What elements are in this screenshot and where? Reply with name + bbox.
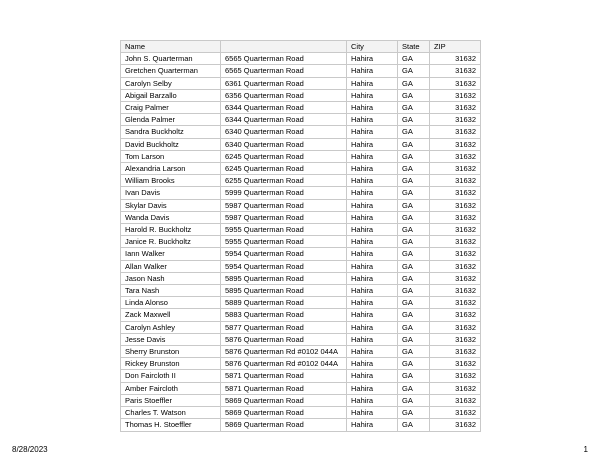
- cell-state: GA: [398, 102, 430, 114]
- cell-name: Carolyn Ashley: [121, 321, 221, 333]
- cell-address: 5877 Quarterman Road: [221, 321, 347, 333]
- cell-address: 5869 Quarterman Road: [221, 419, 347, 431]
- cell-zip: 31632: [430, 138, 481, 150]
- cell-state: GA: [398, 248, 430, 260]
- cell-zip: 31632: [430, 199, 481, 211]
- cell-state: GA: [398, 285, 430, 297]
- cell-state: GA: [398, 199, 430, 211]
- cell-city: Hahira: [347, 382, 398, 394]
- cell-state: GA: [398, 126, 430, 138]
- cell-zip: 31632: [430, 333, 481, 345]
- cell-city: Hahira: [347, 419, 398, 431]
- cell-address: 5869 Quarterman Road: [221, 407, 347, 419]
- cell-zip: 31632: [430, 224, 481, 236]
- table-row: [121, 53, 481, 65]
- cell-name: Sherry Brunston: [121, 346, 221, 358]
- cell-address: 5871 Quarterman Road: [221, 382, 347, 394]
- table-row: [121, 199, 481, 211]
- cell-state: GA: [398, 138, 430, 150]
- table-row: [121, 272, 481, 284]
- cell-zip: 31632: [430, 248, 481, 260]
- cell-city: Hahira: [347, 358, 398, 370]
- cell-zip: 31632: [430, 309, 481, 321]
- cell-name: Iann Walker: [121, 248, 221, 260]
- cell-zip: 31632: [430, 175, 481, 187]
- cell-address: 6255 Quarterman Road: [221, 175, 347, 187]
- cell-address: 6565 Quarterman Road: [221, 65, 347, 77]
- cell-zip: 31632: [430, 394, 481, 406]
- cell-city: Hahira: [347, 199, 398, 211]
- cell-name: Glenda Palmer: [121, 114, 221, 126]
- cell-city: Hahira: [347, 309, 398, 321]
- cell-state: GA: [398, 358, 430, 370]
- cell-address: 5871 Quarterman Road: [221, 370, 347, 382]
- cell-city: Hahira: [347, 224, 398, 236]
- cell-name: Amber Faircloth: [121, 382, 221, 394]
- cell-name: William Brooks: [121, 175, 221, 187]
- cell-name: Allan Walker: [121, 260, 221, 272]
- column-header-name: Name: [121, 41, 221, 53]
- table-row: [121, 394, 481, 406]
- cell-address: 6245 Quarterman Road: [221, 150, 347, 162]
- table-row: [121, 358, 481, 370]
- cell-state: GA: [398, 187, 430, 199]
- cell-name: Sandra Buckholtz: [121, 126, 221, 138]
- cell-address: 6356 Quarterman Road: [221, 89, 347, 101]
- cell-address: 5876 Quarterman Rd #0102 044A: [221, 358, 347, 370]
- cell-city: Hahira: [347, 175, 398, 187]
- table-row: [121, 309, 481, 321]
- table-row: [121, 211, 481, 223]
- cell-name: Don Faircloth II: [121, 370, 221, 382]
- cell-city: Hahira: [347, 138, 398, 150]
- cell-city: Hahira: [347, 89, 398, 101]
- cell-zip: 31632: [430, 260, 481, 272]
- cell-zip: 31632: [430, 419, 481, 431]
- table-row: [121, 236, 481, 248]
- table-row: [121, 248, 481, 260]
- cell-zip: 31632: [430, 346, 481, 358]
- table-row: [121, 382, 481, 394]
- cell-address: 5999 Quarterman Road: [221, 187, 347, 199]
- cell-city: Hahira: [347, 102, 398, 114]
- table-row: [121, 163, 481, 175]
- cell-name: John S. Quarterman: [121, 53, 221, 65]
- cell-state: GA: [398, 114, 430, 126]
- cell-state: GA: [398, 407, 430, 419]
- cell-state: GA: [398, 260, 430, 272]
- cell-address: 5869 Quarterman Road: [221, 394, 347, 406]
- table-row: [121, 285, 481, 297]
- table-row: [121, 102, 481, 114]
- table-row: [121, 65, 481, 77]
- table-header-row: [121, 41, 481, 53]
- cell-name: Thomas H. Stoeffler: [121, 419, 221, 431]
- cell-zip: 31632: [430, 126, 481, 138]
- table-row: [121, 175, 481, 187]
- cell-zip: 31632: [430, 89, 481, 101]
- table-row: [121, 297, 481, 309]
- cell-address: 5876 Quarterman Rd #0102 044A: [221, 346, 347, 358]
- cell-city: Hahira: [347, 260, 398, 272]
- footer-page-number: 1: [583, 445, 588, 454]
- cell-address: 5954 Quarterman Road: [221, 260, 347, 272]
- cell-name: Abigail Barzallo: [121, 89, 221, 101]
- cell-city: Hahira: [347, 150, 398, 162]
- cell-name: Ivan Davis: [121, 187, 221, 199]
- address-table-container: [120, 40, 481, 432]
- table-row: [121, 150, 481, 162]
- table-row: [121, 114, 481, 126]
- cell-state: GA: [398, 419, 430, 431]
- cell-city: Hahira: [347, 187, 398, 199]
- cell-state: GA: [398, 297, 430, 309]
- cell-city: Hahira: [347, 370, 398, 382]
- cell-zip: 31632: [430, 272, 481, 284]
- cell-state: GA: [398, 53, 430, 65]
- cell-address: 6245 Quarterman Road: [221, 163, 347, 175]
- cell-address: 5987 Quarterman Road: [221, 211, 347, 223]
- cell-zip: 31632: [430, 370, 481, 382]
- cell-state: GA: [398, 236, 430, 248]
- column-header-state: State: [398, 41, 430, 53]
- cell-zip: 31632: [430, 65, 481, 77]
- cell-state: GA: [398, 65, 430, 77]
- cell-zip: 31632: [430, 187, 481, 199]
- cell-city: Hahira: [347, 65, 398, 77]
- cell-city: Hahira: [347, 53, 398, 65]
- cell-name: Gretchen Quarterman: [121, 65, 221, 77]
- cell-name: David Buckholtz: [121, 138, 221, 150]
- cell-name: Rickey Brunston: [121, 358, 221, 370]
- cell-zip: 31632: [430, 77, 481, 89]
- cell-city: Hahira: [347, 407, 398, 419]
- cell-city: Hahira: [347, 77, 398, 89]
- cell-zip: 31632: [430, 150, 481, 162]
- cell-state: GA: [398, 346, 430, 358]
- cell-name: Alexandria Larson: [121, 163, 221, 175]
- cell-city: Hahira: [347, 394, 398, 406]
- cell-address: 5987 Quarterman Road: [221, 199, 347, 211]
- cell-name: Harold R. Buckholtz: [121, 224, 221, 236]
- cell-city: Hahira: [347, 346, 398, 358]
- cell-name: Skylar Davis: [121, 199, 221, 211]
- cell-name: Zack Maxwell: [121, 309, 221, 321]
- cell-city: Hahira: [347, 126, 398, 138]
- table-row: [121, 187, 481, 199]
- table-row: [121, 138, 481, 150]
- cell-state: GA: [398, 333, 430, 345]
- cell-name: Jesse Davis: [121, 333, 221, 345]
- cell-state: GA: [398, 150, 430, 162]
- cell-name: Jason Nash: [121, 272, 221, 284]
- cell-zip: 31632: [430, 358, 481, 370]
- cell-state: GA: [398, 321, 430, 333]
- table-row: [121, 321, 481, 333]
- cell-state: GA: [398, 394, 430, 406]
- table-body: [121, 53, 481, 431]
- cell-address: 5895 Quarterman Road: [221, 272, 347, 284]
- cell-name: Paris Stoeffler: [121, 394, 221, 406]
- cell-state: GA: [398, 382, 430, 394]
- cell-address: 5955 Quarterman Road: [221, 236, 347, 248]
- cell-address: 5876 Quarterman Road: [221, 333, 347, 345]
- cell-address: 5955 Quarterman Road: [221, 224, 347, 236]
- cell-state: GA: [398, 211, 430, 223]
- cell-zip: 31632: [430, 211, 481, 223]
- cell-state: GA: [398, 309, 430, 321]
- cell-zip: 31632: [430, 297, 481, 309]
- cell-address: 6340 Quarterman Road: [221, 126, 347, 138]
- table-row: [121, 224, 481, 236]
- cell-state: GA: [398, 89, 430, 101]
- cell-zip: 31632: [430, 285, 481, 297]
- cell-name: Tom Larson: [121, 150, 221, 162]
- cell-address: 6340 Quarterman Road: [221, 138, 347, 150]
- cell-address: 5889 Quarterman Road: [221, 297, 347, 309]
- cell-address: 6344 Quarterman Road: [221, 114, 347, 126]
- table-row: [121, 89, 481, 101]
- cell-city: Hahira: [347, 248, 398, 260]
- cell-zip: 31632: [430, 53, 481, 65]
- cell-zip: 31632: [430, 321, 481, 333]
- cell-address: 5883 Quarterman Road: [221, 309, 347, 321]
- cell-city: Hahira: [347, 285, 398, 297]
- table-row: [121, 260, 481, 272]
- cell-state: GA: [398, 272, 430, 284]
- cell-name: Carolyn Selby: [121, 77, 221, 89]
- cell-city: Hahira: [347, 236, 398, 248]
- cell-state: GA: [398, 163, 430, 175]
- cell-name: Tara Nash: [121, 285, 221, 297]
- cell-zip: 31632: [430, 236, 481, 248]
- cell-state: GA: [398, 77, 430, 89]
- table-row: [121, 346, 481, 358]
- cell-city: Hahira: [347, 321, 398, 333]
- cell-city: Hahira: [347, 272, 398, 284]
- table-row: [121, 333, 481, 345]
- cell-address: 6361 Quarterman Road: [221, 77, 347, 89]
- column-header-address: [221, 41, 347, 53]
- cell-name: Wanda Davis: [121, 211, 221, 223]
- cell-city: Hahira: [347, 114, 398, 126]
- cell-city: Hahira: [347, 163, 398, 175]
- cell-zip: 31632: [430, 407, 481, 419]
- cell-city: Hahira: [347, 333, 398, 345]
- cell-city: Hahira: [347, 297, 398, 309]
- cell-state: GA: [398, 175, 430, 187]
- column-header-city: City: [347, 41, 398, 53]
- address-table: [120, 40, 481, 432]
- cell-address: 5954 Quarterman Road: [221, 248, 347, 260]
- cell-name: Craig Palmer: [121, 102, 221, 114]
- cell-zip: 31632: [430, 163, 481, 175]
- cell-name: Linda Alonso: [121, 297, 221, 309]
- cell-address: 6344 Quarterman Road: [221, 102, 347, 114]
- cell-zip: 31632: [430, 102, 481, 114]
- table-row: [121, 407, 481, 419]
- table-row: [121, 370, 481, 382]
- table-row: [121, 126, 481, 138]
- cell-state: GA: [398, 224, 430, 236]
- cell-address: 5895 Quarterman Road: [221, 285, 347, 297]
- cell-state: GA: [398, 370, 430, 382]
- table-row: [121, 419, 481, 431]
- cell-zip: 31632: [430, 114, 481, 126]
- cell-city: Hahira: [347, 211, 398, 223]
- cell-name: Charles T. Watson: [121, 407, 221, 419]
- column-header-zip: ZIP: [430, 41, 481, 53]
- table-row: [121, 77, 481, 89]
- footer-date: 8/28/2023: [12, 445, 48, 454]
- cell-zip: 31632: [430, 382, 481, 394]
- cell-address: 6565 Quarterman Road: [221, 53, 347, 65]
- cell-name: Janice R. Buckholtz: [121, 236, 221, 248]
